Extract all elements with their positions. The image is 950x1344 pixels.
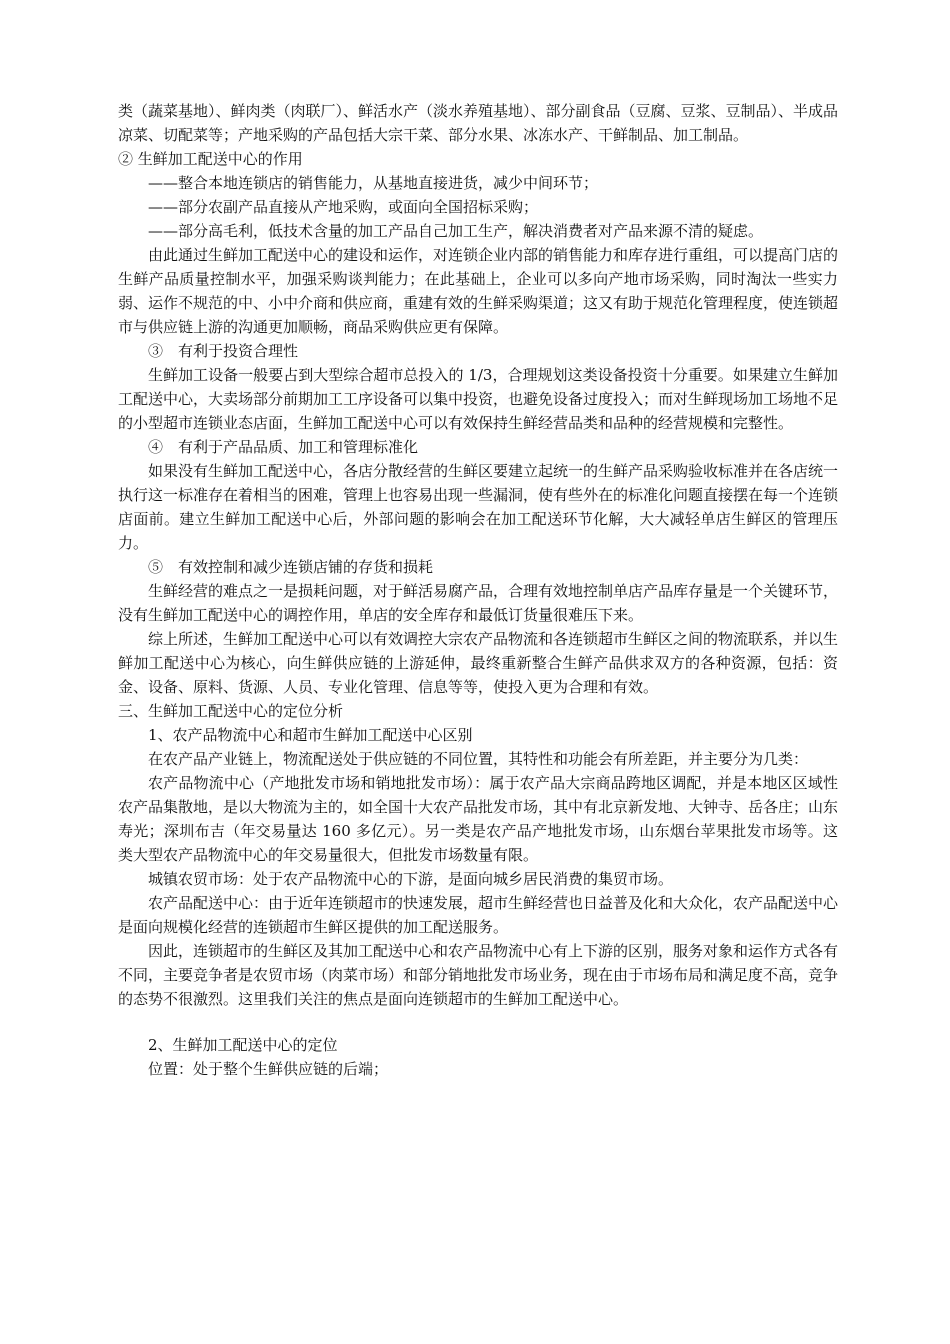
document-body bbox=[118, 99, 838, 1081]
paragraph-location: 位置：处于整个生鲜供应链的后端； bbox=[148, 1060, 389, 1078]
paragraph-equipment-investment: 生鲜加工设备一般要占到大型综合超市总投入的 1/3，合理规划这类设备投资十分重要。如果建立生鲜加工配送中心，大卖场部分前期加工工序设备可以集中投资，也避免设备过度投入；而对生鲜现场加工场地不足的小型超市连锁业态店面，生鲜加工配送中心可以有效保持生鲜经营品类和品种的经营规模和完整性。 bbox=[118, 366, 839, 432]
paragraph-industry-chain: 在农产品产业链上，物流配送处于供应链的不同位置，其特性和功能会有所差距，并主要分为几类： bbox=[148, 750, 809, 768]
paragraph-standardization: 如果没有生鲜加工配送中心，各店分散经营的生鲜区要建立起统一的生鲜产品采购验收标准并在各店统一执行这一标准存在着相当的困难，管理上也容易出现一些漏洞，使有些外在的标准化问题直接摆在每一个连锁店面前。建立生鲜加工配送中心后，外部问题的影响会在加工配送环节化解，大大减轻单店生鲜区的管理压力。 bbox=[118, 462, 839, 552]
paragraph-distribution-center: 农产品配送中心：由于近年连锁超市的快速发展，超市生鲜经营也日益普及化和大众化，农产品配送中心是面向规模化经营的连锁超市生鲜区提供的加工配送服务。 bbox=[118, 894, 839, 936]
paragraph-logistics-center: 农产品物流中心（产地批发市场和销地批发市场）：属于农产品大宗商品跨地区调配，并是本地区区域性农产品集散地，是以大物流为主的，如全国十大农产品批发市场，其中有北京新发地、大钟寺、岳各庄；山东寿光；深圳布吉（年交易量达 160 多亿元）。另一类是农产品产地批发市场，山东烟台苹果批发市场等。这类大型农产品物流中心的年交易量很大，但批发市场数量有限。 bbox=[118, 774, 839, 864]
bullet-self-processing: ——部分高毛利，低技术含量的加工产品自己加工生产，解决消费者对产品来源不清的疑虑。 bbox=[148, 222, 764, 240]
paragraph-restructure-benefits: 由此通过生鲜加工配送中心的建设和运作，对连锁企业内部的销售能力和库存进行重组，可以提高门店的生鲜产品质量控制水平，加强采购谈判能力；在此基础上，企业可以多向产地市场采购，同时淘汰一些实力弱、运作不规范的中、小中介商和供应商，重建有效的生鲜采购渠道；这又有助于规范化管理程度，使连锁超市与供应链上游的沟通更加顺畅，商品采购供应更有保障。 bbox=[118, 246, 839, 336]
subheading-center-role: ② 生鲜加工配送中心的作用 bbox=[118, 150, 303, 168]
paragraph-loss-control: 生鲜经营的难点之一是损耗问题，对于鲜活易腐产品，合理有效地控制单店产品库存量是一个关键环节，没有生鲜加工配送中心的调控作用，单店的安全库存和最低订货量很难压下来。 bbox=[118, 582, 839, 624]
bullet-integrate-sales: ——整合本地连锁店的销售能力，从基地直接进货，减少中间环节； bbox=[148, 174, 599, 192]
paragraph-continued-product-list: 类（蔬菜基地）、鲜肉类（肉联厂）、鲜活水产（淡水养殖基地）、部分副食品（豆腐、豆浆、豆制品）、半成品凉菜、切配菜等；产地采购的产品包括大宗干菜、部分水果、冰冻水产、干鲜制品、加工制品。 bbox=[118, 102, 839, 144]
subheading-standardization: ④ 有利于产品品质、加工和管理标准化 bbox=[148, 438, 419, 456]
section-heading-positioning: 三、生鲜加工配送中心的定位分析 bbox=[118, 702, 344, 720]
subheading-center-positioning: 2、生鲜加工配送中心的定位 bbox=[148, 1036, 338, 1054]
subheading-investment: ③ 有利于投资合理性 bbox=[148, 342, 299, 360]
paragraph-summary: 综上所述，生鲜加工配送中心可以有效调控大宗农产品物流和各连锁超市生鲜区之间的物流联系，并以生鲜加工配送中心为核心，向生鲜供应链的上游延伸，最终重新整合生鲜产品供求双方的各种资源，包括：资金、设备、原料、货源、人员、专业化管理、信息等等，使投入更为合理和有效。 bbox=[118, 630, 839, 696]
bullet-direct-purchase: ——部分农副产品直接从产地采购，或面向全国招标采购； bbox=[148, 198, 539, 216]
paragraph-farmers-market: 城镇农贸市场：处于农产品物流中心的下游，是面向城乡居民消费的集贸市场。 bbox=[148, 870, 674, 888]
paragraph-conclusion: 因此，连锁超市的生鲜区及其加工配送中心和农产品物流中心有上下游的区别，服务对象和运作方式各有不同，主要竞争者是农贸市场（肉菜市场）和部分销地批发市场业务，现在由于市场布局和满足度不高，竞争的态势不很激烈。这里我们关注的焦点是面向连锁超市的生鲜加工配送中心。 bbox=[118, 942, 839, 1008]
subheading-distinction: 1、农产品物流中心和超市生鲜加工配送中心区别 bbox=[148, 726, 473, 744]
subheading-inventory-loss: ⑤ 有效控制和减少连锁店铺的存货和损耗 bbox=[148, 558, 434, 576]
paragraph-gap bbox=[118, 1011, 838, 1033]
